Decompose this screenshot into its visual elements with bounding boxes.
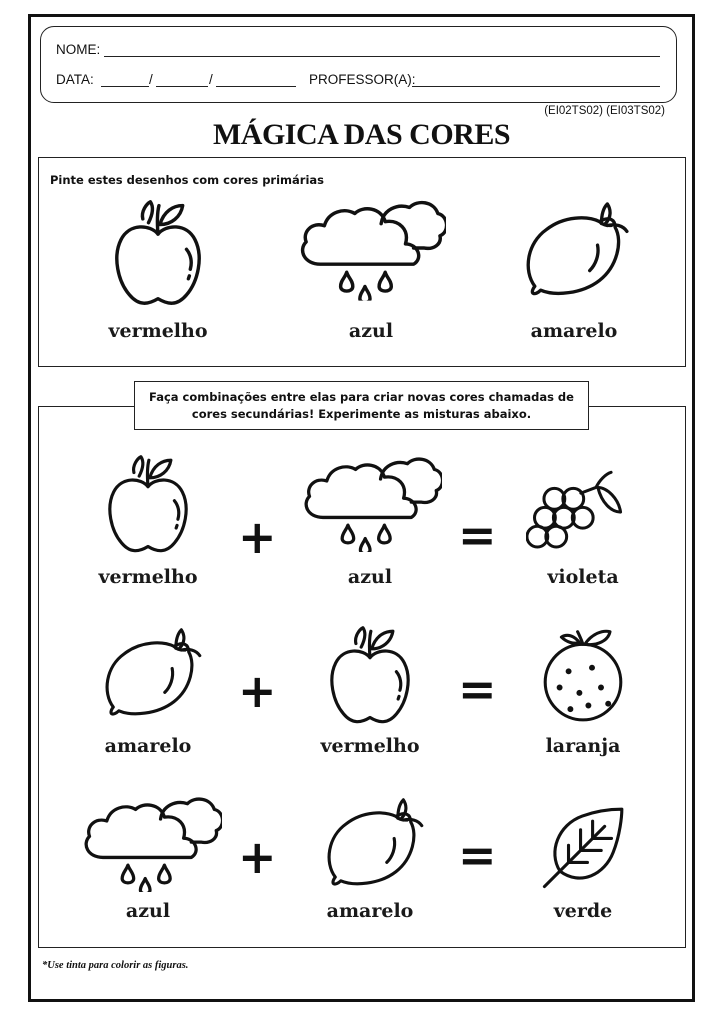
color-label: laranja (545, 735, 621, 757)
color-label: azul (347, 566, 393, 588)
teacher-label: PROFESSOR(A): (309, 72, 416, 87)
lemon-icon (322, 798, 424, 890)
secondary-instruction-line: Faça combinações entre elas para criar novas cores chamadas de (149, 390, 574, 404)
color-label: verde (553, 900, 613, 922)
date-year-field[interactable] (216, 86, 296, 87)
secondary-instruction (134, 381, 589, 430)
plus-sign: + (238, 830, 277, 884)
apple-icon (326, 624, 414, 730)
orange-icon (538, 624, 628, 724)
date-day-field[interactable] (101, 86, 149, 87)
date-label: DATA: (56, 72, 94, 87)
color-label: azul (125, 900, 171, 922)
color-label: azul (348, 320, 394, 342)
equals-sign: = (458, 662, 497, 716)
date-separator: / (149, 72, 153, 87)
cloud-rain-icon (78, 792, 222, 896)
footnote: *Use tinta para colorir as figuras. (42, 960, 189, 971)
lemon-icon (521, 202, 629, 300)
color-label: vermelho (320, 735, 420, 757)
cloud-rain-icon (294, 196, 446, 304)
leaf-icon (540, 804, 628, 890)
color-label: vermelho (108, 320, 208, 342)
teacher-field[interactable] (412, 86, 660, 87)
name-label: NOME: (56, 42, 101, 57)
color-label: violeta (547, 566, 619, 588)
color-label: amarelo (530, 320, 618, 342)
color-label: amarelo (104, 735, 192, 757)
secondary-instruction-line: cores secundárias! Experimente as misturas abaixo. (191, 407, 532, 421)
cloud-rain-icon (298, 452, 442, 556)
name-field[interactable] (104, 56, 660, 57)
apple-icon (110, 198, 206, 312)
student-info-box (40, 26, 677, 103)
equals-sign: = (458, 828, 497, 882)
page-title: MÁGICA DAS CORES (212, 118, 511, 151)
apple-icon (104, 453, 192, 559)
primary-instruction: Pinte estes desenhos com cores primárias (50, 173, 324, 187)
date-month-field[interactable] (156, 86, 208, 87)
grapes-icon (526, 470, 630, 556)
color-label: vermelho (98, 566, 198, 588)
plus-sign: + (238, 510, 277, 564)
color-label: amarelo (326, 900, 414, 922)
lemon-icon (100, 628, 202, 720)
equals-sign: = (458, 508, 497, 562)
curriculum-codes: (EI02TS02) (EI03TS02) (544, 105, 665, 117)
date-separator: / (209, 72, 213, 87)
plus-sign: + (238, 664, 277, 718)
